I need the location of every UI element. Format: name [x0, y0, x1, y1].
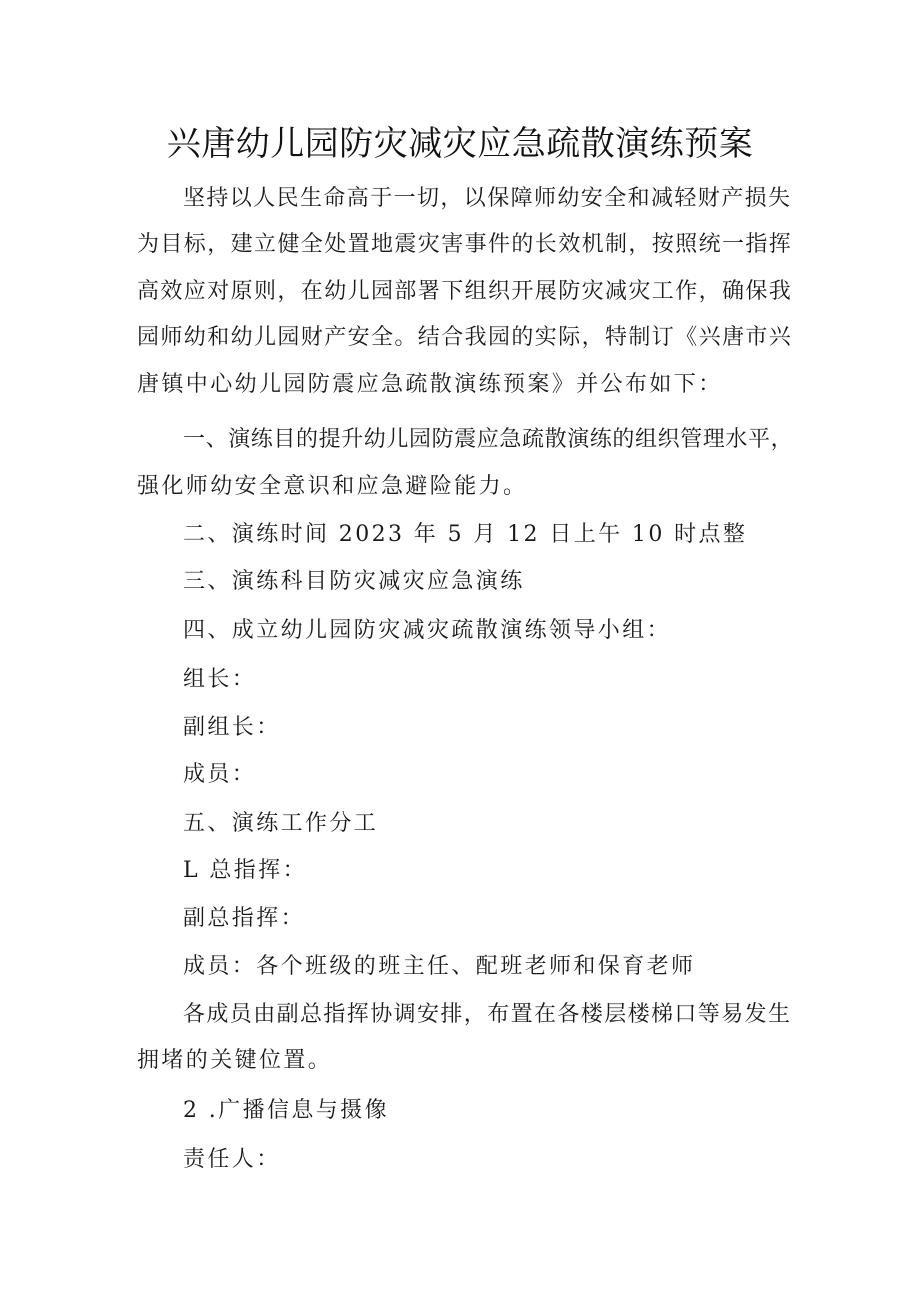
intro-line-3: 高效应对原则，在幼儿园部署下组织开展防灾减灾工作，确保我: [137, 279, 793, 304]
section1-line-2: 强化师幼安全意识和应急避险能力。: [137, 474, 528, 499]
staff-members-line: 成员：各个班级的班主任、配班老师和保育老师: [183, 954, 696, 979]
commander-line: L 总指挥：: [183, 858, 308, 883]
intro-line-4: 园师幼和幼儿园财产安全。结合我园的实际，特制订《兴唐市兴: [137, 325, 793, 350]
intro-line-2: 为目标，建立健全处置地震灾害事件的长效机制，按照统一指挥: [137, 232, 793, 257]
section5-heading: 五、演练工作分工: [183, 811, 379, 836]
section2-time: 二、演练时间 2023 年 5 月 12 日上午 10 时点整: [183, 522, 748, 547]
page-title: 兴唐幼儿园防灾减灾应急疏散演练预案: [166, 124, 754, 164]
item2-heading: 2 .广播信息与摄像: [183, 1098, 389, 1123]
section1-line-1: 一、演练目的提升幼儿园防震应急疏散演练的组织管理水平，: [183, 427, 794, 452]
intro-line-5: 唐镇中心幼儿园防震应急疏散演练预案》并公布如下：: [137, 372, 723, 397]
deputy-commander-line: 副总指挥：: [183, 906, 306, 931]
section3-subject: 三、演练科目防灾减灾应急演练: [183, 569, 525, 594]
members-line: 成员：: [183, 762, 257, 787]
section4-heading: 四、成立幼儿园防灾减灾疏散演练领导小组：: [183, 618, 672, 643]
leader-line: 组长：: [183, 667, 257, 692]
arrangement-line-1: 各成员由副总指挥协调安排，布置在各楼层楼梯口等易发生: [183, 1002, 792, 1027]
responsible-line: 责任人：: [183, 1147, 281, 1172]
deputy-leader-line: 副组长：: [183, 715, 281, 740]
arrangement-line-2: 拥堵的关键位置。: [137, 1048, 333, 1073]
intro-line-1: 坚持以人民生命高于一切，以保障师幼安全和减轻财产损失: [183, 186, 792, 211]
